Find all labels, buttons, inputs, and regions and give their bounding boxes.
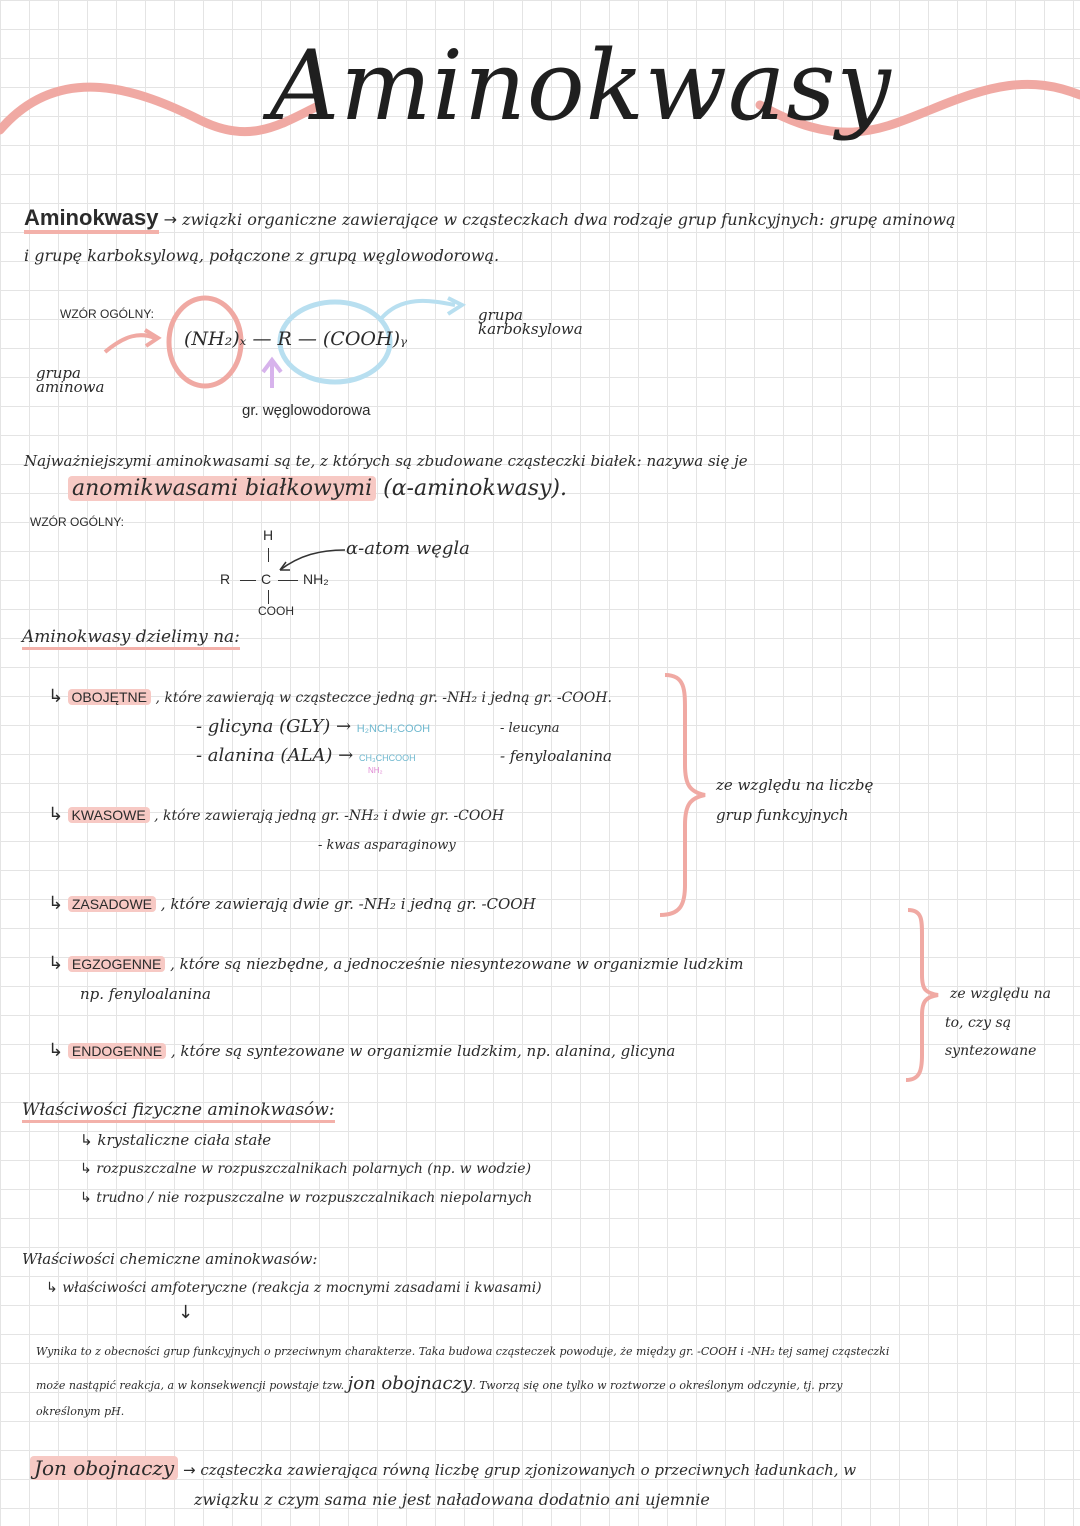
chemical-para-2c: . Tworzą się one tylko w roztworze o określonym odczynie, tj. przy [472, 1379, 843, 1392]
kwasowe-ex: - kwas asparaginowy [318, 838, 456, 853]
physical-item-3-text: trudno / nie rozpuszczalne w rozpuszczalnikach niepolarnych [96, 1190, 533, 1206]
obojetne-ex2-formula: CH₃CHCOOH [358, 753, 416, 763]
alpha-arrow [270, 540, 350, 580]
corner-arrow-icon: ↳ [46, 1280, 58, 1296]
alpha-label: α-atom węgla [346, 538, 470, 559]
page-title: Aminokwasy [270, 30, 892, 142]
zwitterion-line-1 [30, 1456, 856, 1480]
formula-r: R [277, 328, 292, 350]
corner-arrow-icon: ↳ [48, 1040, 64, 1061]
definition-line-1 [24, 205, 956, 231]
chemical-para-2a: może nastąpić reakcja, a w konsekwencji powstaje tzw. [36, 1379, 345, 1392]
obojetne-ex2-sub: NH₂ [368, 766, 383, 775]
definition-term: Aminokwasy [24, 205, 159, 234]
protein-term: anomikwasami białkowymi [68, 476, 376, 501]
protein-intro-highlight-line [68, 476, 567, 501]
chemical-para-1: Wynika to z obecności grup funkcyjnych o przeciwnym charakterze. Taka budowa cząsteczek powoduje, że między gr. -COOH i -NH₂ tej samej cząsteczki [36, 1345, 890, 1358]
kwasowe-desc: , które zawierają jedną gr. -NH₂ i dwie gr. -COOH [154, 808, 505, 824]
physical-header: Właściwości fizyczne aminokwasów: [22, 1100, 335, 1123]
formula-2-bond-bottom [268, 590, 269, 604]
arrow-icon: → [163, 210, 177, 229]
egzogenne-desc: , które są niezbędne, a jednocześnie niesyntezowane w organizmie ludzkim [170, 955, 744, 973]
formula-2-nh2: NH₂ [303, 571, 329, 587]
chemical-para-2b: jon obojnaczy [347, 1373, 473, 1394]
formula-1-expression: (NH₂)ₓ — R — (COOH)ᵧ [184, 328, 408, 350]
division-header: Aminokwasy dzielimy na: [22, 627, 240, 650]
endogenne-name: ENDOGENNE [68, 1043, 166, 1059]
formula-carboxyl: (COOH)ᵧ [322, 328, 408, 350]
chemical-para-3: określonym pH. [36, 1405, 125, 1418]
physical-item-1-text: krystaliczne ciała stałe [97, 1131, 272, 1149]
category-endogenne [48, 1040, 675, 1061]
physical-item-1 [80, 1131, 271, 1149]
corner-arrow-icon: ↳ [48, 804, 64, 825]
chemical-header: Właściwości chemiczne aminokwasów: [22, 1250, 318, 1268]
obojetne-ex4: - fenyloalanina [500, 747, 612, 765]
endogenne-desc: , które są syntezowane w organizmie ludzkim, np. alanina, glicyna [170, 1042, 676, 1060]
definition-line-2: i grupę karboksylową, połączone z grupą węglowodorową. [24, 246, 500, 265]
physical-item-2-text: rozpuszczalne w rozpuszczalnikach polarnych (np. w wodzie) [96, 1161, 532, 1177]
arrow-icon: → [183, 1461, 196, 1479]
egzogenne-name: EGZOGENNE [68, 956, 165, 972]
brace-2-label-2: to, czy są [945, 1015, 1012, 1031]
category-kwasowe [48, 804, 504, 825]
obojetne-name: OBOJĘTNE [68, 689, 151, 705]
chemical-item [46, 1280, 542, 1296]
corner-arrow-icon: ↳ [48, 686, 64, 707]
formula-2-label: WZÓR OGÓLNY: [30, 515, 125, 529]
formula-2-bond-top [268, 548, 269, 562]
label-hydrocarbon: gr. węglowodorowa [242, 402, 371, 419]
kwasowe-name: KWASOWE [68, 807, 150, 823]
chemical-item-text: właściwości amfoteryczne (reakcja z mocnymi zasadami i kwasami) [62, 1280, 542, 1296]
obojetne-ex2-label: - alanina (ALA) → [196, 745, 354, 766]
protein-term-suffix: (α-aminokwasy). [383, 476, 567, 501]
obojetne-desc: , które zawierają w cząsteczce jedną gr. -NH₂ i jedną gr. -COOH. [155, 690, 612, 706]
corner-arrow-icon: ↳ [80, 1190, 92, 1206]
obojetne-ex1 [196, 716, 430, 737]
zasadowe-desc: , które zawierają dwie gr. -NH₂ i jedną gr. -COOH [160, 895, 536, 913]
brace-1-label-2: grup funkcyjnych [716, 806, 849, 824]
brace-1 [650, 670, 710, 920]
formula-2-r: R [220, 571, 231, 587]
definition-text-1: związki organiczne zawierające w cząsteczkach dwa rodzaje grup funkcyjnych: grupę aminową [182, 210, 956, 229]
brace-2-label-3: syntezowane [945, 1043, 1037, 1059]
corner-arrow-icon: ↳ [48, 953, 64, 974]
corner-arrow-icon: ↳ [48, 893, 64, 914]
brace-2 [900, 905, 945, 1085]
formula-2-bond-left [240, 580, 256, 581]
category-obojetne [48, 686, 612, 707]
zwitterion-term: Jon obojnaczy [30, 1456, 178, 1480]
formula-2-c: C [261, 571, 272, 587]
formula-1-label: WZÓR OGÓLNY: [60, 307, 155, 321]
obojetne-ex3: - leucyna [500, 721, 560, 736]
formula-2-bond-right [278, 580, 298, 581]
formula-2-cooh: COOH [258, 604, 294, 618]
protein-intro-line: Najważniejszymi aminokwasami są te, z których są zbudowane cząsteczki białek: nazywa się je [24, 452, 748, 470]
chemical-para-2 [36, 1373, 843, 1394]
obojetne-ex1-formula: H₂NCH₂COOH [356, 723, 431, 735]
formula-amine: (NH₂)ₓ [184, 328, 247, 350]
zwitterion-text-1: cząsteczka zawierająca równą liczbę grup zjonizowanych o przeciwnych ładunkach, w [200, 1461, 857, 1479]
obojetne-ex2 [196, 745, 416, 766]
physical-item-3 [80, 1190, 532, 1206]
zasadowe-name: ZASADOWE [68, 896, 156, 912]
label-carboxyl: grupa karboksylowa [478, 306, 583, 338]
category-egzogenne [48, 953, 744, 974]
physical-item-2 [80, 1161, 531, 1177]
corner-arrow-icon: ↳ [80, 1161, 92, 1177]
formula-2-h: H [263, 527, 274, 543]
category-zasadowe [48, 893, 536, 914]
brace-2-label-1: ze względu na [950, 986, 1051, 1002]
down-arrow-icon: ↓ [178, 1302, 194, 1323]
egzogenne-ex: np. fenyloalanina [80, 985, 211, 1003]
zwitterion-line-2: związku z czym sama nie jest naładowana dodatnio ani ujemnie [194, 1490, 710, 1509]
brace-1-label-1: ze względu na liczbę [716, 776, 874, 794]
obojetne-ex1-label: - glicyna (GLY) → [196, 716, 352, 737]
corner-arrow-icon: ↳ [80, 1131, 93, 1149]
label-amine: grupa aminowa [36, 364, 105, 396]
